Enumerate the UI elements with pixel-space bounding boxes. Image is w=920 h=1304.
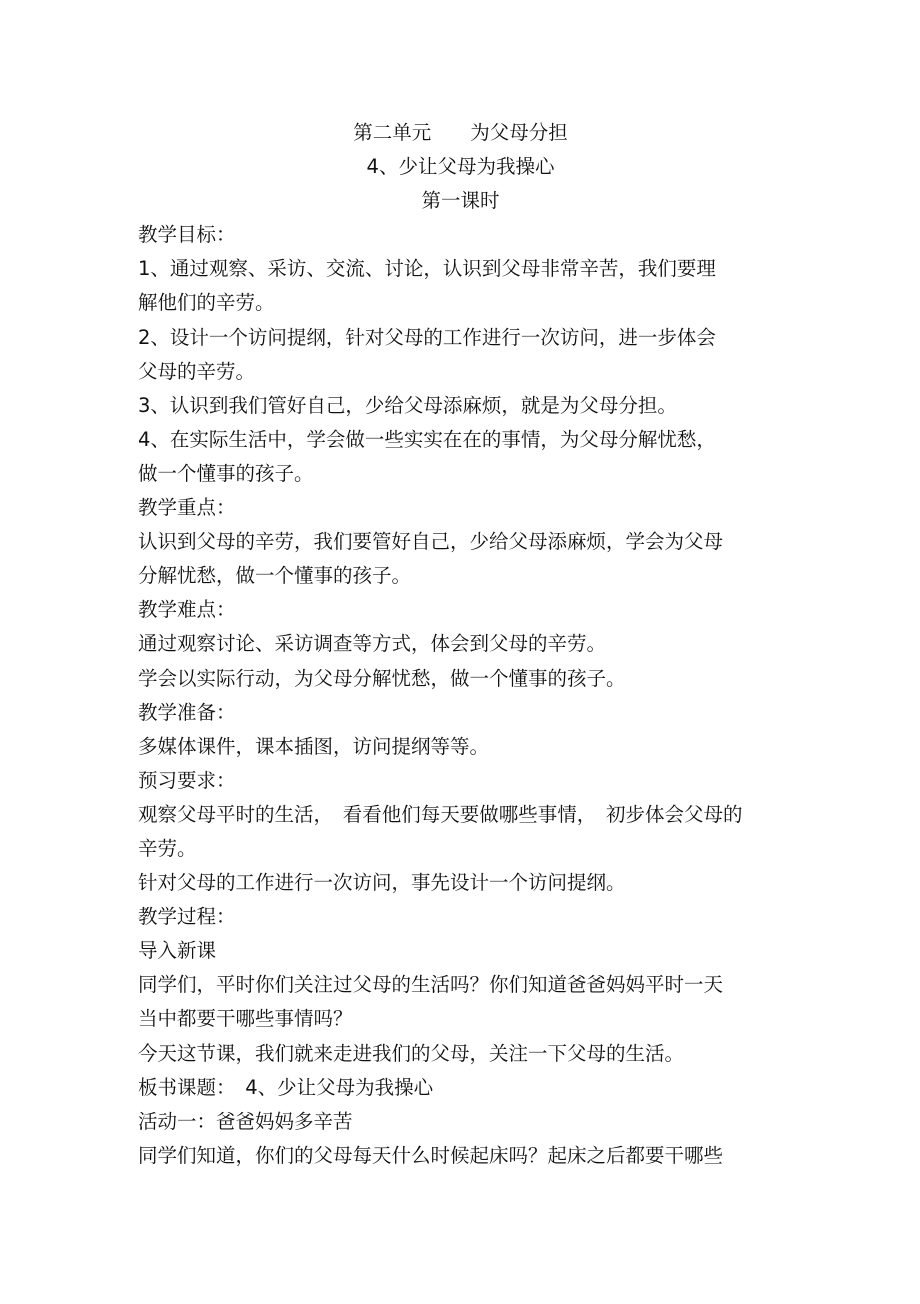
- text-line: 当中都要干哪些事情吗？: [138, 1007, 353, 1031]
- text-line: 父母的辛劳。: [138, 359, 256, 383]
- text-line: 针对父母的工作进行一次访问，事先设计一个访问提纲。: [138, 871, 626, 895]
- text-line: 教学过程：: [138, 905, 236, 929]
- text-line: 通过观察讨论、采访调查等方式，体会到父母的辛劳。: [138, 632, 607, 656]
- text-line: 4、在实际生活中，学会做一些实实在在的事情，为父母分解忧愁，: [138, 427, 716, 451]
- period-title: 第一课时: [421, 189, 500, 213]
- document-page: [138, 116, 798, 1173]
- text-line: 做一个懂事的孩子。: [138, 461, 314, 485]
- text-line: 辛劳。: [138, 836, 197, 860]
- text-line: 2、设计一个访问提纲，针对父母的工作进行一次访问，进一步体会: [138, 325, 716, 349]
- unit-title: 第二单元 为父母分担: [353, 121, 568, 144]
- text-line: 1、通过观察、采访、交流、讨论，认识到父母非常辛苦，我们要理: [138, 257, 716, 281]
- text-line: 同学们，平时你们关注过父母的生活吗？你们知道爸爸妈妈平时一天: [138, 973, 724, 997]
- document-body: [138, 218, 798, 1173]
- text-line: 教学准备：: [138, 700, 236, 724]
- text-line: 教学难点：: [138, 598, 236, 622]
- text-line: 认识到父母的辛劳，我们要管好自己，少给父母添麻烦，学会为父母: [138, 530, 724, 554]
- text-line: 学会以实际行动，为父母分解忧愁，做一个懂事的孩子。: [138, 666, 626, 690]
- text-line: 解他们的辛劳。: [138, 291, 275, 315]
- text-line: 活动一：爸爸妈妈多辛苦: [138, 1109, 353, 1133]
- text-line: 3、认识到我们管好自己，少给父母添麻烦，就是为父母分担。: [138, 393, 677, 417]
- text-line: 同学们知道，你们的父母每天什么时候起床吗？起床之后都要干哪些: [138, 1143, 724, 1167]
- text-line: 教学目标：: [138, 223, 236, 247]
- text-line: 今天这节课，我们就来走进我们的父母，关注一下父母的生活。: [138, 1041, 685, 1065]
- text-line: 预习要求：: [138, 768, 236, 792]
- text-line: 观察父母平时的生活， 看看他们每天要做哪些事情， 初步体会父母的: [138, 802, 743, 826]
- lesson-title: 4、少让父母为我操心: [366, 155, 555, 179]
- text-line: 教学重点：: [138, 496, 236, 520]
- text-line: 导入新课: [138, 939, 217, 963]
- text-line: 板书课题： 4、少让父母为我操心: [138, 1075, 434, 1099]
- text-line: 分解忧愁，做一个懂事的孩子。: [138, 564, 412, 588]
- text-line: 多媒体课件，课本插图，访问提纲等等。: [138, 734, 490, 758]
